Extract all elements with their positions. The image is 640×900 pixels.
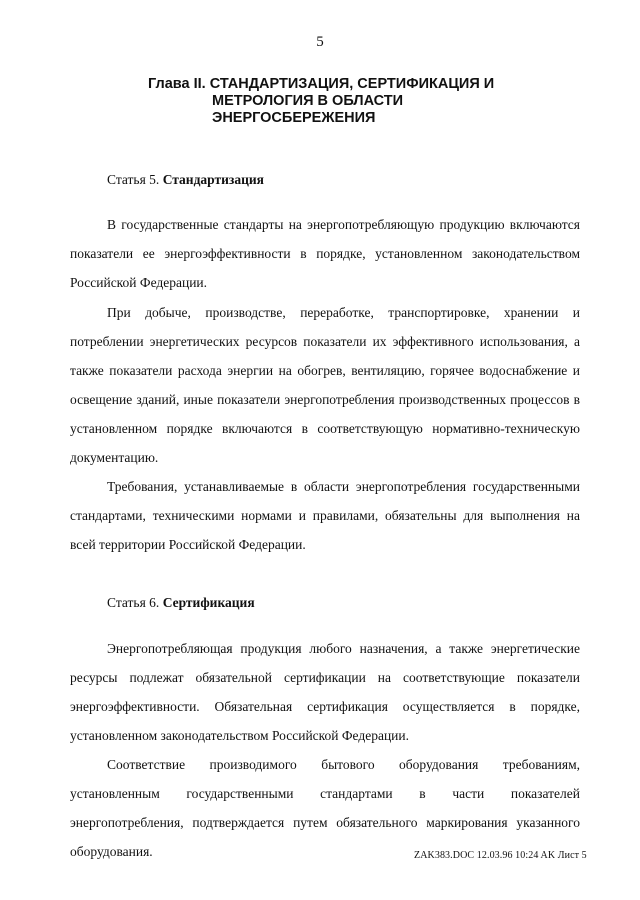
article-5-paragraph-1: В государственные стандарты на энергопотребляющую продукцию включаются показатели ее энергоэффективности в порядке, установленном законодательством Российской Федерации. [70, 217, 580, 290]
chapter-heading-line-3: ЭНЕРГОСБЕРЕЖЕНИЯ [212, 110, 376, 126]
chapter-heading-line-1: Глава II. СТАНДАРТИЗАЦИЯ, СЕРТИФИКАЦИЯ И [148, 76, 495, 92]
article-5-title: Стандартизация [162, 172, 264, 187]
article-5-paragraph-3: Требования, устанавливаемые в области энергопотребления государственными стандартами, техническими нормами и правилами, обязательны для выполнения на всей территории Российской Федерации. [70, 479, 580, 552]
chapter-heading [148, 76, 588, 127]
chapter-heading-line-2: МЕТРОЛОГИЯ В ОБЛАСТИ [212, 93, 404, 109]
article-6-prefix: Статья 6. [107, 595, 160, 610]
article-5-paragraph-2: При добыче, производстве, переработке, транспортировке, хранении и потреблении энергетических ресурсов показатели их эффективного использования, а также показатели расхода энергии на обогрев, вентиляцию, горячее водоснабжение и освещение зданий, иные показатели энергопотребления производственных процессов в установленном порядке включаются в соответствующую нормативно-техническую документацию. [70, 305, 580, 465]
article-6-title: Сертификация [162, 595, 255, 610]
page-number: 5 [316, 34, 324, 50]
article-5-prefix: Статья 5. [107, 172, 160, 187]
article-6-heading [107, 595, 255, 611]
document-footer: ZAK383.DOC 12.03.96 10:24 AK Лист 5 [414, 850, 587, 861]
article-5-heading [107, 172, 264, 188]
article-6-paragraph-1: Энергопотребляющая продукция любого назначения, а также энергетические ресурсы подлежат обязательной сертификации на соответствующие показатели энергоэффективности. Обязательная сертификация осуществляется в порядке, установленном законодательством Российской Федерации. [70, 641, 580, 743]
article-6-paragraph-2: Соответствие производимого бытового оборудования требованиям, установленным государственными стандартами в части показателей энергопотребления, подтверждается путем обязательного маркирования указанного оборудования. [70, 757, 580, 859]
